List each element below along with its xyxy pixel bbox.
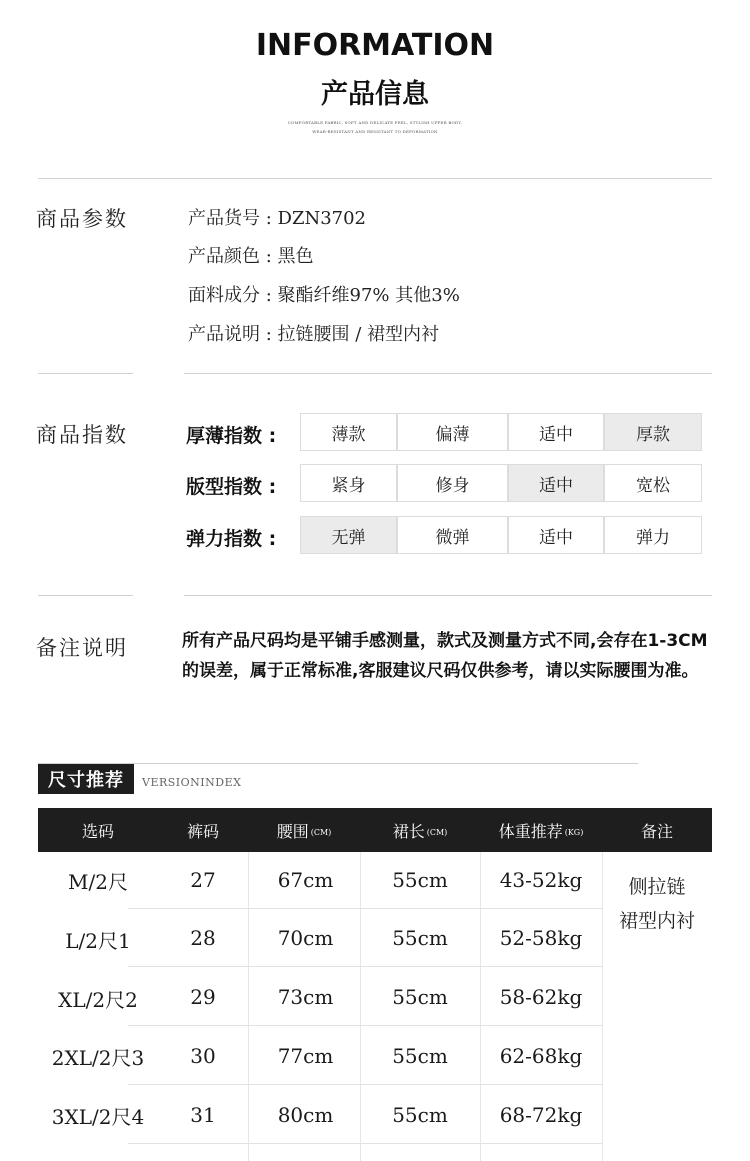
index-label-elasticity: 弹力指数 : <box>186 528 277 550</box>
table-cell: 58-62kg <box>499 985 583 1009</box>
index-section-title: 商品指数 <box>36 423 128 447</box>
header-pants-size: 裤码 <box>186 821 219 841</box>
table-cell: 70cm <box>277 926 334 950</box>
table-cell: 27 <box>190 868 216 892</box>
table-cell: 73cm <box>277 985 334 1009</box>
remark-line-2: 裙型内衬 <box>618 910 695 932</box>
table-row-divider <box>128 966 602 967</box>
table-cell: 77cm <box>277 1044 334 1068</box>
params-section-title: 商品参数 <box>36 207 128 231</box>
thickness-option-3: 适中 <box>508 413 604 451</box>
table-cell: 80cm <box>277 1103 334 1127</box>
table-cell: 28 <box>190 926 216 950</box>
table-cell: 43-52kg <box>499 868 583 892</box>
param-item-description: 产品说明 : 拉链腰围 / 裙型内衬 <box>188 324 440 345</box>
header-length: 裙长 (CM) <box>392 821 448 841</box>
title-chinese: 产品信息 <box>321 79 429 110</box>
index-label-fit: 版型指数 : <box>186 476 277 498</box>
table-cell: 3XL/2尺4 <box>51 1105 145 1129</box>
elasticity-option-3: 适中 <box>508 516 604 554</box>
table-cell: 30 <box>190 1044 216 1068</box>
fit-option-4: 宽松 <box>604 464 702 502</box>
header-remark: 备注 <box>640 821 673 841</box>
remarks-text: 所有产品尺码均是平铺手感测量，款式及测量方式不同,会存在1-3CM的误差，属于正常标准,客服建议尺码仅供参考，请以实际腰围为准。 <box>182 631 708 681</box>
table-row-divider <box>128 908 602 909</box>
header-size: 选码 <box>81 821 114 841</box>
divider-params-right <box>184 373 712 374</box>
title-english: INFORMATION <box>255 28 495 63</box>
table-cell: 68-72kg <box>499 1103 583 1127</box>
elasticity-option-1-selected: 无弹 <box>300 516 397 554</box>
param-item-color: 产品颜色 : 黑色 <box>188 246 314 267</box>
thickness-option-4-selected: 厚款 <box>604 413 702 451</box>
remark-line-1: 侧拉链 <box>628 876 686 898</box>
header-waist: 腰围 (CM) <box>276 821 332 841</box>
table-row-divider <box>128 1084 602 1085</box>
table-cell: M/2尺 <box>68 870 128 894</box>
fit-option-2: 修身 <box>397 464 508 502</box>
table-cell: 29 <box>190 985 216 1009</box>
header-weight: 体重推荐 (KG) <box>498 821 584 841</box>
table-cell: 55cm <box>392 985 448 1009</box>
table-cell: 62-68kg <box>499 1044 583 1068</box>
elasticity-option-2: 微弹 <box>397 516 508 554</box>
divider-index-left <box>38 595 133 596</box>
subtitle-line-2: WEAR-RESISTANT AND RESISTANT TO DEFORMATION <box>312 129 438 134</box>
thickness-option-2: 偏薄 <box>397 413 508 451</box>
fit-option-3-selected: 适中 <box>508 464 604 502</box>
table-cell: 55cm <box>392 868 448 892</box>
subtitle-line-1: COMFORTABLE FABRIC, SOFT AND DELICATE FEEL, STYLISH UPPER BODY, <box>287 120 463 125</box>
size-section-badge: 尺寸推荐 <box>38 764 134 794</box>
table-cell: 67cm <box>277 868 334 892</box>
fit-option-1: 紧身 <box>300 464 397 502</box>
table-row-divider <box>128 1143 602 1144</box>
index-label-thickness: 厚薄指数 : <box>186 425 277 447</box>
param-item-sku: 产品货号 : DZN3702 <box>188 208 367 229</box>
table-cell: L/2尺1 <box>65 929 131 953</box>
table-cell: 55cm <box>392 1044 448 1068</box>
table-cell: 55cm <box>392 1103 448 1127</box>
param-item-fabric: 面料成分 : 聚酯纤维97% 其他3% <box>188 285 460 306</box>
divider-params-left <box>38 373 133 374</box>
table-cell: XL/2尺2 <box>58 988 138 1012</box>
table-cell: 52-58kg <box>499 926 583 950</box>
divider-index-right <box>184 595 712 596</box>
table-row-divider <box>128 1025 602 1026</box>
size-section-subtitle: VERSIONINDEX <box>142 776 242 789</box>
table-cell: 31 <box>190 1103 216 1127</box>
remarks-section-title: 备注说明 <box>36 636 128 660</box>
elasticity-option-4: 弹力 <box>604 516 702 554</box>
thickness-option-1: 薄款 <box>300 413 397 451</box>
divider-top <box>38 178 712 179</box>
table-cell: 2XL/2尺3 <box>51 1046 145 1070</box>
table-cell: 55cm <box>392 926 448 950</box>
